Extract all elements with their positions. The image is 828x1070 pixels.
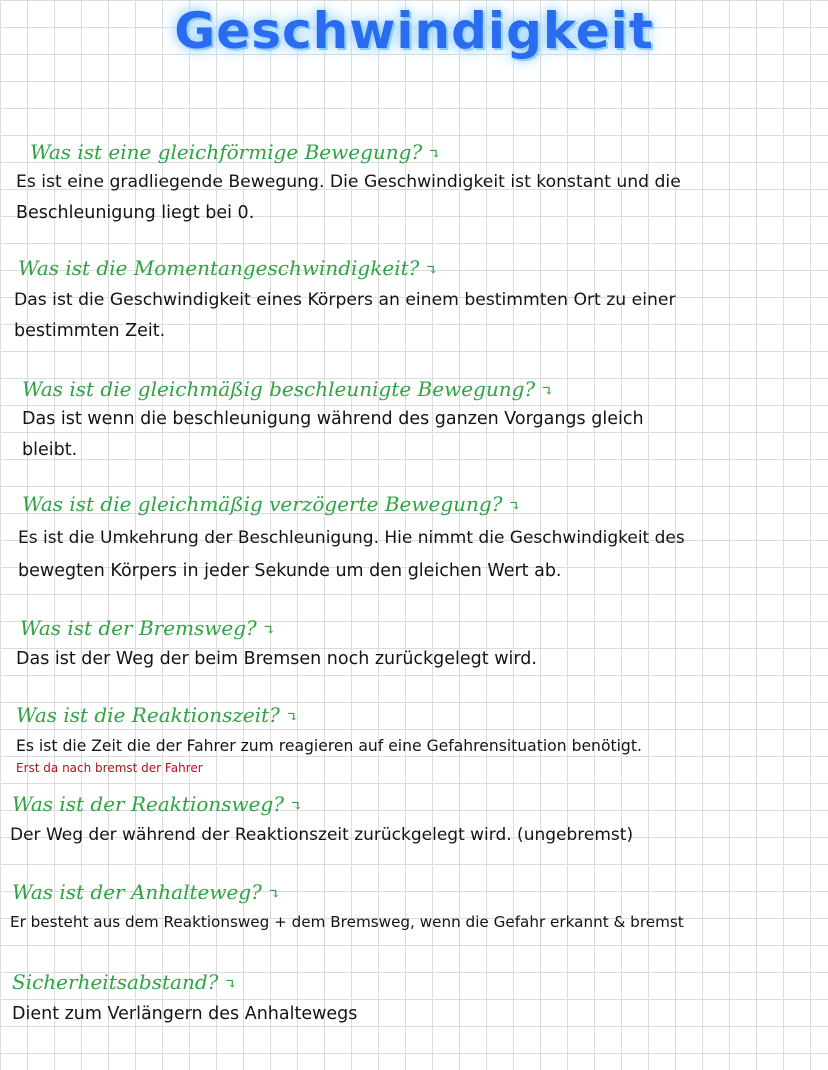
question-5: Was ist der Bremsweg? ↴ [20, 616, 276, 640]
answer-4-line-1: Es ist die Umkehrung der Beschleunigung. Hie nimmt die Geschwindigkeit des [18, 528, 685, 548]
arrow-down-icon: ↴ [425, 261, 438, 279]
arrow-down-icon: ↴ [428, 145, 441, 163]
arrow-down-icon: ↴ [224, 975, 237, 993]
answer-3-line-1: Das ist wenn die beschleunigung während des ganzen Vorgangs gleich [22, 409, 644, 429]
reaction-time-note: Erst da nach bremst der Fahrer [16, 761, 203, 775]
arrow-down-icon: ↴ [285, 708, 299, 726]
arrow-down-icon: ↴ [290, 797, 303, 815]
question-8: Was ist der Anhalteweg? ↴ [12, 880, 281, 904]
question-6: Was ist die Reaktionszeit? ↴ [16, 703, 299, 727]
arrow-down-icon: ↴ [508, 497, 521, 515]
page-title: Geschwindigkeit [174, 2, 654, 60]
answer-8-line-1: Er besteht aus dem Reaktionsweg + dem Bremsweg, wenn die Gefahr erkannt & bremst [10, 913, 684, 931]
question-3: Was ist die gleichmäßig beschleunigte Bewegung? ↴ [22, 377, 554, 401]
answer-3-line-2: bleibt. [22, 440, 78, 460]
answer-2-line-1: Das ist die Geschwindigkeit eines Körpers an einem bestimmten Ort zu einer [14, 290, 676, 310]
answer-7-line-1: Der Weg der während der Reaktionszeit zurückgelegt wird. (ungebremst) [10, 825, 634, 845]
question-7: Was ist der Reaktionsweg? ↴ [12, 792, 303, 816]
question-4: Was ist die gleichmäßig verzögerte Bewegung? ↴ [22, 492, 521, 516]
question-2: Was ist die Momentangeschwindigkeit? ↴ [18, 256, 438, 280]
arrow-down-icon: ↴ [267, 885, 281, 903]
answer-5-line-1: Das ist der Weg der beim Bremsen noch zurückgelegt wird. [16, 649, 537, 669]
answer-1-line-2: Beschleunigung liegt bei 0. [16, 203, 255, 223]
answer-1-line-1: Es ist eine gradliegende Bewegung. Die Geschwindigkeit ist konstant und die [16, 172, 681, 192]
answer-2-line-2: bestimmten Zeit. [14, 321, 166, 341]
arrow-down-icon: ↴ [541, 382, 554, 400]
answer-9-line-1: Dient zum Verlängern des Anhaltewegs [12, 1004, 358, 1024]
question-9: Sicherheitsabstand? ↴ [12, 970, 237, 994]
answer-6-line-1: Es ist die Zeit die der Fahrer zum reagieren auf eine Gefahrensituation benötigt. [16, 737, 642, 755]
answer-4-line-2: bewegten Körpers in jeder Sekunde um den gleichen Wert ab. [18, 561, 562, 581]
arrow-down-icon: ↴ [262, 621, 276, 639]
question-1: Was ist eine gleichförmige Bewegung? ↴ [30, 140, 441, 164]
